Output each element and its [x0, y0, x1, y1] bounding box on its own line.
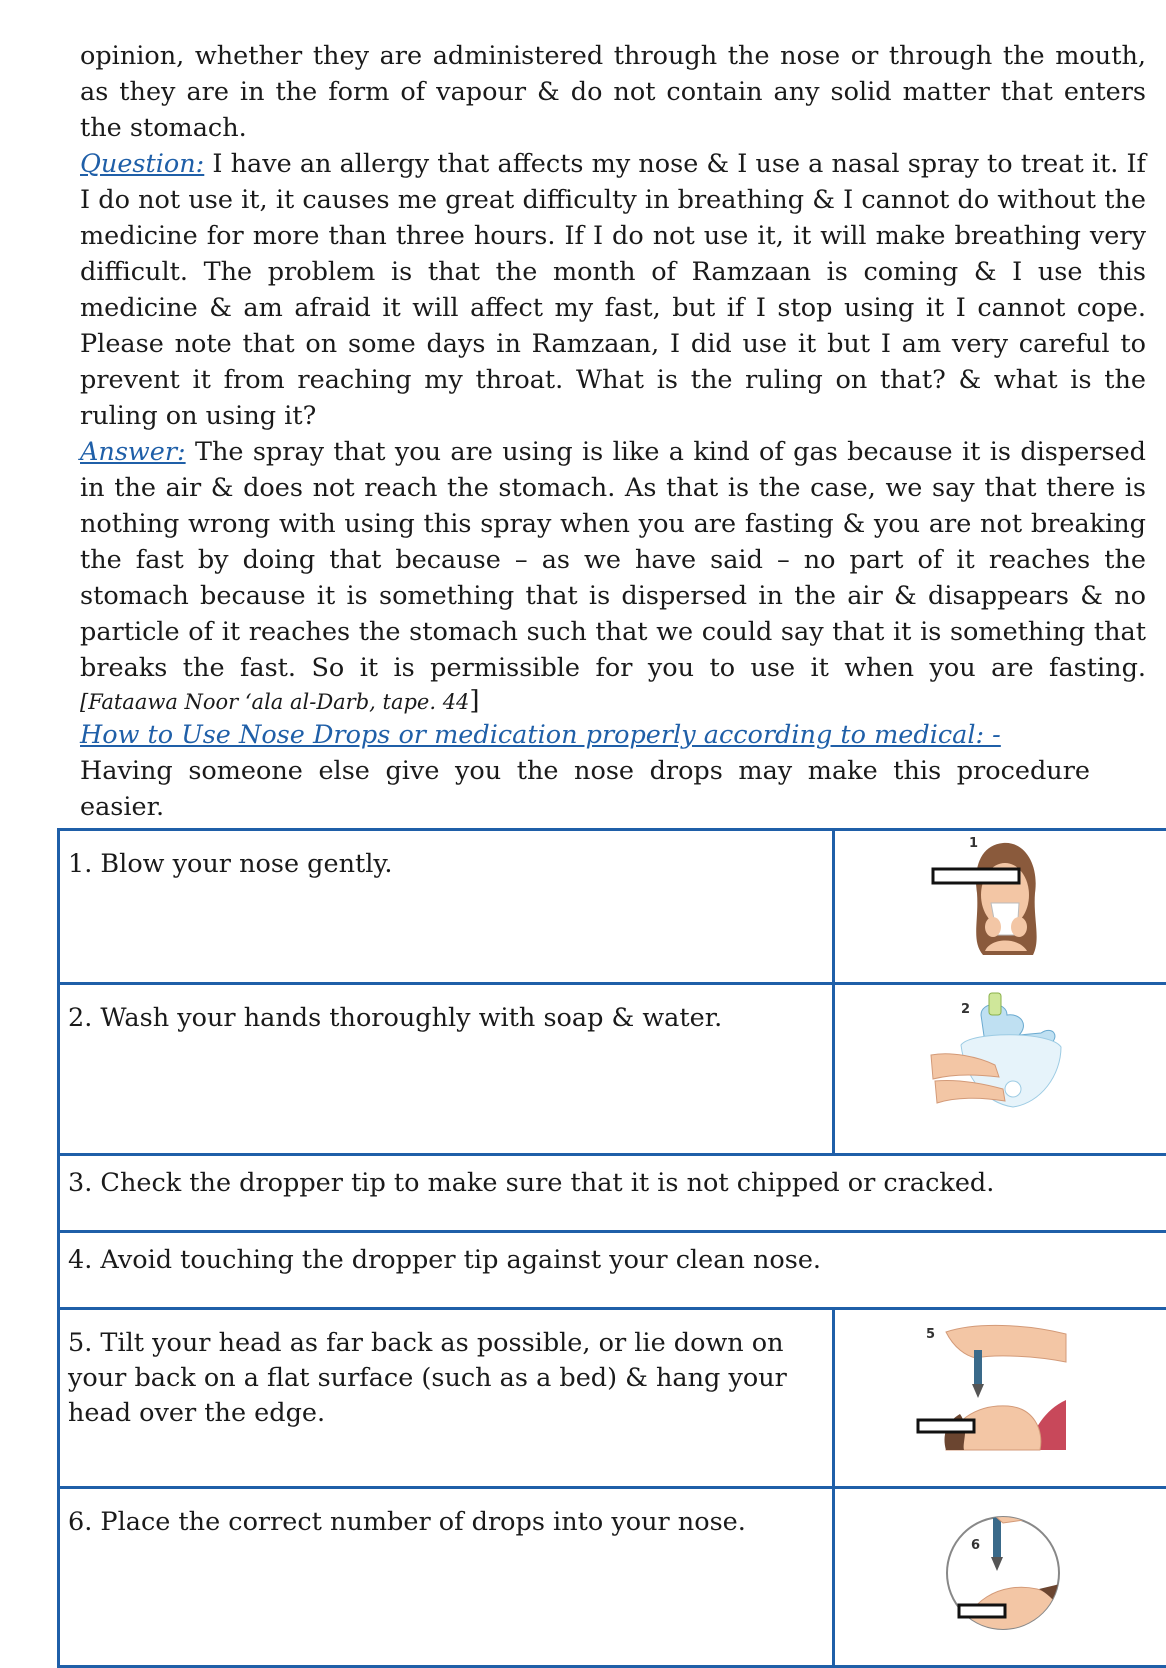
question-text: I have an allergy that affects my nose & I use a nasal spray to treat it. If I do not use it, it causes me great difficulty in breathing & I cannot do without the medicine for more than three hours. If I do not use it, it will make breathing very difficult. The problem is that the month of Ramzaan is coming & I use this medicine & am afraid it will affect my fast, but if I stop using it I cannot cope. Please note that on some days in Ramzaan, I did use it but I am very careful to prevent it from reaching my throat. What is the ruling on that? & what is the ruling on using it? [80, 149, 1146, 431]
step-figure-cell [834, 1309, 1166, 1488]
step-text: 5. Tilt your head as far back as possible, or lie down on your back on a flat surface (such as a bed) & hang your head over the edge. [59, 1309, 834, 1488]
step-text: 2. Wash your hands thoroughly with soap & water. [59, 984, 834, 1155]
table-row [59, 1309, 1166, 1488]
table-row [59, 1488, 1166, 1667]
steps-table [57, 828, 1166, 1668]
step-text: 3. Check the dropper tip to make sure that it is not chipped or cracked. [59, 1155, 1166, 1232]
answer-label: Answer: [80, 437, 186, 467]
step-figure-cell [834, 1488, 1166, 1667]
svg-text:6: 6 [971, 1538, 980, 1553]
table-row [59, 830, 1166, 984]
step-text: 4. Avoid touching the dropper tip against your clean nose. [59, 1232, 1166, 1309]
question-paragraph [80, 146, 1146, 434]
page-body [80, 38, 1146, 825]
table-row [59, 1155, 1166, 1232]
head-tilt-drops-illustration [916, 1310, 1086, 1460]
citation: [Fataawa Noor ‘ala al-Darb, tape. 44] [80, 686, 1146, 717]
table-row [59, 1232, 1166, 1309]
question-label: Question: [80, 149, 204, 179]
svg-text:5: 5 [926, 1327, 935, 1342]
howto-intro: Having someone else give you the nose drops may make this procedure easier. [80, 753, 1090, 825]
placing-drops-illustration [931, 1489, 1071, 1639]
step-text: 6. Place the correct number of drops into your nose. [59, 1488, 834, 1667]
answer-paragraph [80, 434, 1146, 686]
intro-paragraph: opinion, whether they are administered through the nose or through the mouth, as they are in the form of vapour & do not contain any solid matter that enters the stomach. [80, 38, 1146, 146]
blowing-nose-illustration [921, 831, 1081, 961]
answer-text: The spray that you are using is like a kind of gas because it is dispersed in the air & does not reach the stomach. As that is the case, we say that there is nothing wrong with using this spray when you are fasting & you are not breaking the fast by doing that because – as we have said – no part of it reaches the stomach because it is something that is dispersed in the air & disappears & no particle of it reaches the stomach such that we could say that it is something that breaks the fast. So it is permissible for you to use it when you are fasting. [80, 437, 1146, 683]
step-text: 1. Blow your nose gently. [59, 830, 834, 984]
step-figure-cell [834, 830, 1166, 984]
hand-washing-illustration [921, 985, 1081, 1125]
svg-text:1: 1 [969, 836, 978, 851]
howto-heading: How to Use Nose Drops or medication properly according to medical: - [80, 717, 1146, 753]
svg-text:2: 2 [961, 1002, 970, 1017]
step-figure-cell [834, 984, 1166, 1155]
table-row [59, 984, 1166, 1155]
